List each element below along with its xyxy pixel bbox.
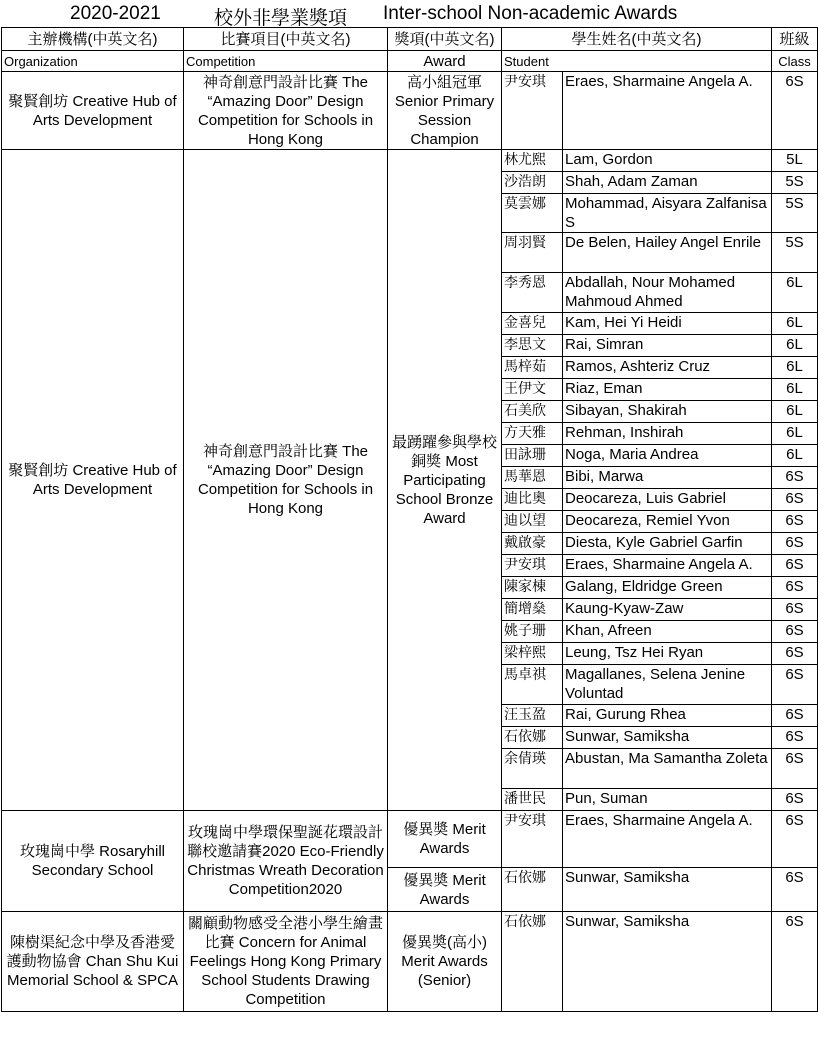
student-english-name: Abdallah, Nour Mohamed Mahmoud Ahmed [563,273,772,313]
student-chinese-name: 簡增燊 [502,599,563,621]
student-english-name: Riaz, Eman [563,379,772,401]
student-class: 6S [772,749,818,789]
student-chinese-name: 石依娜 [502,868,563,912]
student-chinese-name: 田詠珊 [502,445,563,467]
student-english-name: Diesta, Kyle Gabriel Garfin [563,533,772,555]
organization-cell: 陳樹渠紀念中學及香港愛護動物協會 Chan Shu Kui Memorial School & SPCA [2,912,184,1012]
student-english-name: Shah, Adam Zaman [563,172,772,194]
student-chinese-name: 馬卓祺 [502,665,563,705]
award-cell: 高小組冠軍 Senior Primary Session Champion [388,72,502,150]
competition-cell: 神奇創意門設計比賽 The “Amazing Door” Design Competition for Schools in Hong Kong [184,150,388,811]
student-chinese-name: 迪比奧 [502,489,563,511]
student-chinese-name: 馬華恩 [502,467,563,489]
student-english-name: Rai, Gurung Rhea [563,705,772,727]
student-class: 6L [772,445,818,467]
student-chinese-name: 梁梓熙 [502,643,563,665]
student-chinese-name: 馬梓茹 [502,357,563,379]
competition-cell: 關顧動物感受全港小學生繪畫比賽 Concern for Animal Feelings Hong Kong Primary School Students Drawing Competition [184,912,388,1012]
title-chinese: 校外非學業獎項 [214,8,348,29]
student-chinese-name: 迪以望 [502,511,563,533]
student-class: 6L [772,357,818,379]
student-class: 5S [772,172,818,194]
student-class: 6S [772,665,818,705]
student-chinese-name: 戴啟豪 [502,533,563,555]
table-row [2,811,818,868]
student-english-name: Galang, Eldridge Green [563,577,772,599]
student-chinese-name: 潘世民 [502,789,563,811]
page-title [0,0,818,27]
student-class: 6L [772,273,818,313]
student-class: 6S [772,533,818,555]
student-class: 6S [772,489,818,511]
student-chinese-name: 周羽賢 [502,233,563,273]
header-row-english [2,51,818,72]
organization-cell: 聚賢創坊 Creative Hub of Arts Development [2,150,184,811]
student-chinese-name: 李秀恩 [502,273,563,313]
student-class: 6S [772,467,818,489]
student-english-name: Ramos, Ashteriz Cruz [563,357,772,379]
organization-cell: 玫瑰崗中學 Rosaryhill Secondary School [2,811,184,912]
title-year: 2020-2021 [70,3,161,24]
student-class: 6S [772,705,818,727]
header-award-zh: 獎項(中英文名) [388,28,502,51]
student-english-name: Sunwar, Samiksha [563,912,772,1012]
student-english-name: Mohammad, Aisyara Zalfanisa S [563,194,772,233]
student-english-name: Khan, Afreen [563,621,772,643]
student-english-name: Leung, Tsz Hei Ryan [563,643,772,665]
header-class-zh: 班級 [772,28,818,51]
student-chinese-name: 沙浩朗 [502,172,563,194]
student-english-name: Kaung-Kyaw-Zaw [563,599,772,621]
student-class: 6S [772,72,818,150]
header-competition-zh: 比賽項目(中英文名) [184,28,388,51]
student-class: 6S [772,621,818,643]
student-chinese-name: 姚子珊 [502,621,563,643]
student-class: 6L [772,335,818,357]
student-chinese-name: 尹安琪 [502,811,563,868]
competition-cell: 玫瑰崗中學環保聖誕花環設計聯校邀請賽2020 Eco-Friendly Christmas Wreath Decoration Competition2020 [184,811,388,912]
award-cell: 優異奬 Merit Awards [388,811,502,868]
student-chinese-name: 陳家棟 [502,577,563,599]
student-english-name: Lam, Gordon [563,150,772,172]
student-class: 6S [772,555,818,577]
student-chinese-name: 石依娜 [502,912,563,1012]
student-english-name: Eraes, Sharmaine Angela A. [563,555,772,577]
student-chinese-name: 余倩瑛 [502,749,563,789]
award-cell: 最踴躍參與學校銅獎 Most Participating School Bronze Award [388,150,502,811]
header-award-en: Award [388,51,502,72]
header-competition-en: Competition [184,51,388,72]
student-chinese-name: 尹安琪 [502,555,563,577]
student-chinese-name: 金喜兒 [502,313,563,335]
student-english-name: Deocareza, Luis Gabriel [563,489,772,511]
student-english-name: Sunwar, Samiksha [563,727,772,749]
student-class: 6L [772,401,818,423]
student-english-name: Abustan, Ma Samantha Zoleta [563,749,772,789]
award-cell: 優異奬(高小) Merit Awards (Senior) [388,912,502,1012]
award-cell: 優異奬 Merit Awards [388,868,502,912]
student-english-name: Kam, Hei Yi Heidi [563,313,772,335]
student-english-name: Noga, Maria Andrea [563,445,772,467]
student-class: 6L [772,313,818,335]
table-row [2,72,818,150]
student-chinese-name: 尹安琪 [502,72,563,150]
student-class: 6L [772,423,818,445]
student-class: 5S [772,194,818,233]
organization-cell: 聚賢創坊 Creative Hub of Arts Development [2,72,184,150]
student-english-name: Eraes, Sharmaine Angela A. [563,72,772,150]
table-row [2,912,818,1012]
student-english-name: Pun, Suman [563,789,772,811]
student-class: 6S [772,811,818,868]
student-class: 6S [772,912,818,1012]
student-chinese-name: 莫雲娜 [502,194,563,233]
student-chinese-name: 方天雅 [502,423,563,445]
header-organization-zh: 主辦機構(中英文名) [2,28,184,51]
student-english-name: Rai, Simran [563,335,772,357]
title-english: Inter-school Non-academic Awards [383,3,678,24]
student-chinese-name: 汪玉盈 [502,705,563,727]
awards-table [1,27,818,1012]
student-english-name: De Belen, Hailey Angel Enrile [563,233,772,273]
student-chinese-name: 林尤熙 [502,150,563,172]
header-organization-en: Organization [2,51,184,72]
student-english-name: Magallanes, Selena Jenine Voluntad [563,665,772,705]
student-class: 5L [772,150,818,172]
student-chinese-name: 王伊文 [502,379,563,401]
competition-cell: 神奇創意門設計比賽 The “Amazing Door” Design Competition for Schools in Hong Kong [184,72,388,150]
student-english-name: Sunwar, Samiksha [563,868,772,912]
student-class: 6S [772,868,818,912]
student-class: 6S [772,577,818,599]
student-english-name: Rehman, Inshirah [563,423,772,445]
student-class: 6S [772,511,818,533]
student-english-name: Sibayan, Shakirah [563,401,772,423]
student-class: 6S [772,727,818,749]
student-class: 5S [772,233,818,273]
header-student-en: Student [502,51,772,72]
student-class: 6S [772,789,818,811]
student-english-name: Deocareza, Remiel Yvon [563,511,772,533]
student-chinese-name: 石美欣 [502,401,563,423]
header-student-zh: 學生姓名(中英文名) [502,28,772,51]
table-row [2,150,818,172]
student-class: 6S [772,599,818,621]
student-chinese-name: 石依娜 [502,727,563,749]
student-chinese-name: 李思文 [502,335,563,357]
student-class: 6S [772,643,818,665]
student-class: 6L [772,379,818,401]
header-class-en: Class [772,51,818,72]
student-english-name: Eraes, Sharmaine Angela A. [563,811,772,868]
header-row-chinese [2,28,818,51]
student-english-name: Bibi, Marwa [563,467,772,489]
